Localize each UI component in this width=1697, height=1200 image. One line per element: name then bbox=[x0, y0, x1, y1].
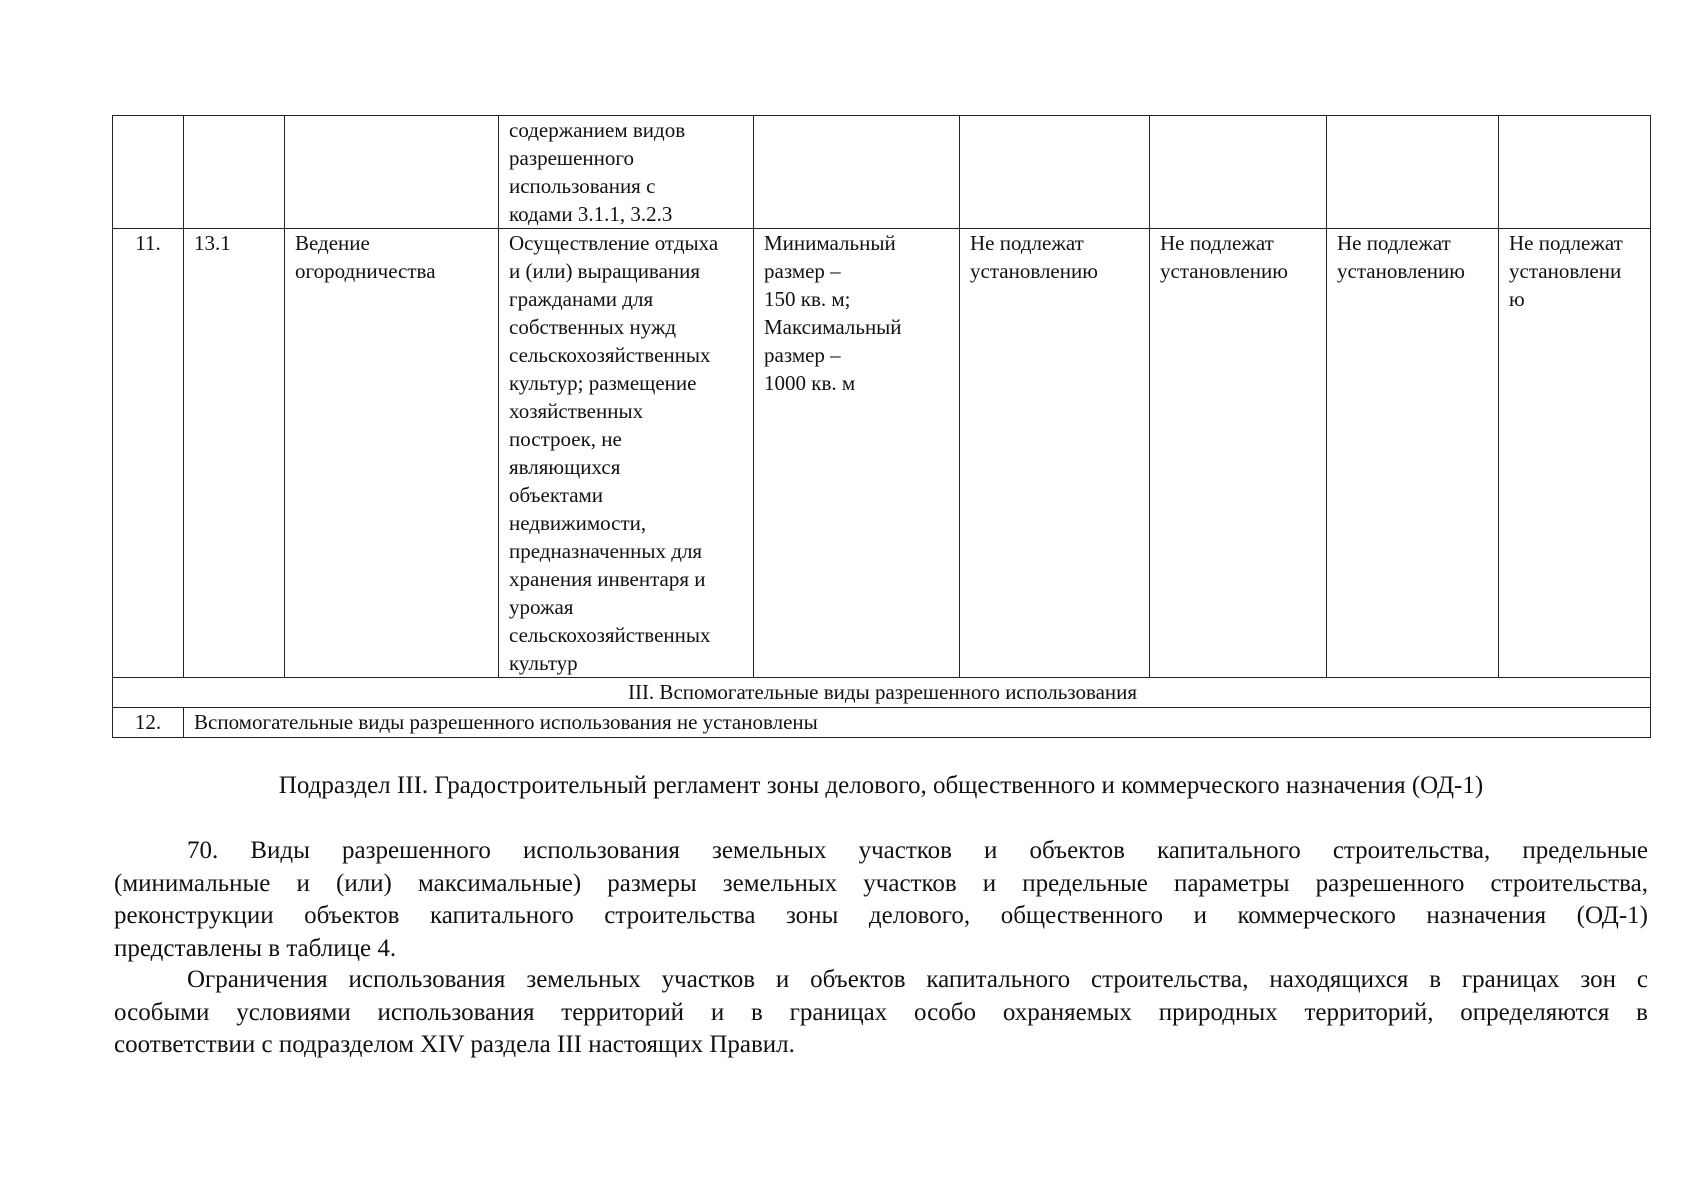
cell-param-2 bbox=[1150, 116, 1327, 229]
cell-param-1 bbox=[960, 229, 1150, 678]
subsection-title: Подраздел III. Градостроительный регламент зоны делового, общественного и коммерческого назначения (ОД-1) bbox=[278, 772, 1484, 799]
description-line: гражданами для bbox=[509, 287, 654, 311]
description-line: культур bbox=[509, 651, 578, 675]
cell-number bbox=[113, 116, 184, 229]
paragraph-line: представлены в таблице 4. bbox=[114, 934, 397, 962]
cell-description bbox=[499, 229, 754, 678]
cell-name bbox=[285, 116, 499, 229]
description-line: разрешенного bbox=[509, 146, 634, 170]
description-line: использования с bbox=[509, 174, 656, 198]
cell-param-4 bbox=[1499, 116, 1651, 229]
description-line: и (или) выращивания bbox=[509, 259, 701, 283]
param-line: Не подлежат bbox=[1509, 231, 1623, 255]
size-line: 150 кв. м; bbox=[764, 287, 851, 311]
size-line: Минимальный bbox=[764, 231, 896, 255]
paragraph-line: 70. Виды разрешенного использования земельных участков и объектов капитального строительства, предельные bbox=[187, 837, 1648, 864]
param-line: Не подлежат bbox=[970, 231, 1084, 255]
regulation-table bbox=[112, 115, 1651, 738]
description-line: являющихся bbox=[509, 455, 621, 479]
cell-merged-text: Вспомогательные виды разрешенного использования не установлены bbox=[184, 708, 1651, 738]
param-line: Не подлежат bbox=[1337, 231, 1451, 255]
description-line: недвижимости, bbox=[509, 511, 647, 535]
paragraph-line: Ограничения использования земельных участков и объектов капитального строительства, находящихся в границах зон с bbox=[187, 966, 1648, 993]
description-line: содержанием видов bbox=[509, 118, 686, 142]
description-line: кодами 3.1.1, 3.2.3 bbox=[509, 202, 673, 226]
description-line: урожая bbox=[509, 595, 574, 619]
param-line: установлению bbox=[1160, 259, 1288, 283]
name-line: Ведение bbox=[295, 231, 370, 255]
size-line: размер – bbox=[764, 259, 841, 283]
section-heading: III. Вспомогательные виды разрешенного использования bbox=[113, 678, 1651, 708]
description-line: хозяйственных bbox=[509, 399, 644, 423]
description-line: собственных нужд bbox=[509, 315, 677, 339]
description-line: культур; размещение bbox=[509, 371, 697, 395]
cell-number: 11. bbox=[113, 229, 184, 678]
description-line: сельскохозяйственных bbox=[509, 343, 711, 367]
description-line: Осуществление отдыха bbox=[509, 231, 719, 255]
paragraph-line: особыми условиями использования территорий и в границах особо охраняемых природных территорий, определяются в bbox=[114, 998, 1648, 1026]
cell-size bbox=[754, 116, 960, 229]
table-row-continued bbox=[113, 116, 1651, 229]
cell-param-4 bbox=[1499, 229, 1651, 678]
description-line: объектами bbox=[509, 483, 604, 507]
size-line: 1000 кв. м bbox=[764, 371, 856, 395]
table-row-12 bbox=[113, 708, 1651, 738]
cell-description bbox=[499, 116, 754, 229]
param-line: установлению bbox=[970, 259, 1098, 283]
size-line: Максимальный bbox=[764, 315, 902, 339]
size-line: размер – bbox=[764, 343, 841, 367]
cell-size bbox=[754, 229, 960, 678]
description-line: сельскохозяйственных bbox=[509, 623, 711, 647]
cell-code: 13.1 bbox=[184, 229, 285, 678]
paragraph-line: (минимальные и (или) максимальные) размеры земельных участков и предельные параметры разрешенного строительства, bbox=[114, 869, 1648, 897]
paragraph-line: соответствии с подразделом XIV раздела III настоящих Правил. bbox=[114, 1031, 795, 1058]
cell-param-3 bbox=[1327, 229, 1499, 678]
cell-number: 12. bbox=[113, 708, 184, 738]
cell-name bbox=[285, 229, 499, 678]
table-row-11 bbox=[113, 229, 1651, 678]
param-line: установлению bbox=[1337, 259, 1465, 283]
description-line: хранения инвентаря и bbox=[509, 567, 706, 591]
cell-code bbox=[184, 116, 285, 229]
param-line: Не подлежат bbox=[1160, 231, 1274, 255]
paragraph-line: реконструкции объектов капитального строительства зоны делового, общественного и коммерческого назначения (ОД-1) bbox=[114, 902, 1648, 929]
name-line: огородничества bbox=[295, 259, 436, 283]
description-line: построек, не bbox=[509, 427, 622, 451]
cell-param-3 bbox=[1327, 116, 1499, 229]
table-section-row bbox=[113, 678, 1651, 708]
paragraph-70 bbox=[114, 835, 1648, 965]
cell-param-1 bbox=[960, 116, 1150, 229]
paragraph-restrictions bbox=[114, 964, 1648, 1062]
param-line: ю bbox=[1509, 287, 1525, 311]
cell-param-2 bbox=[1150, 229, 1327, 678]
param-line: установлени bbox=[1509, 259, 1622, 283]
description-line: предназначенных для bbox=[509, 539, 703, 563]
